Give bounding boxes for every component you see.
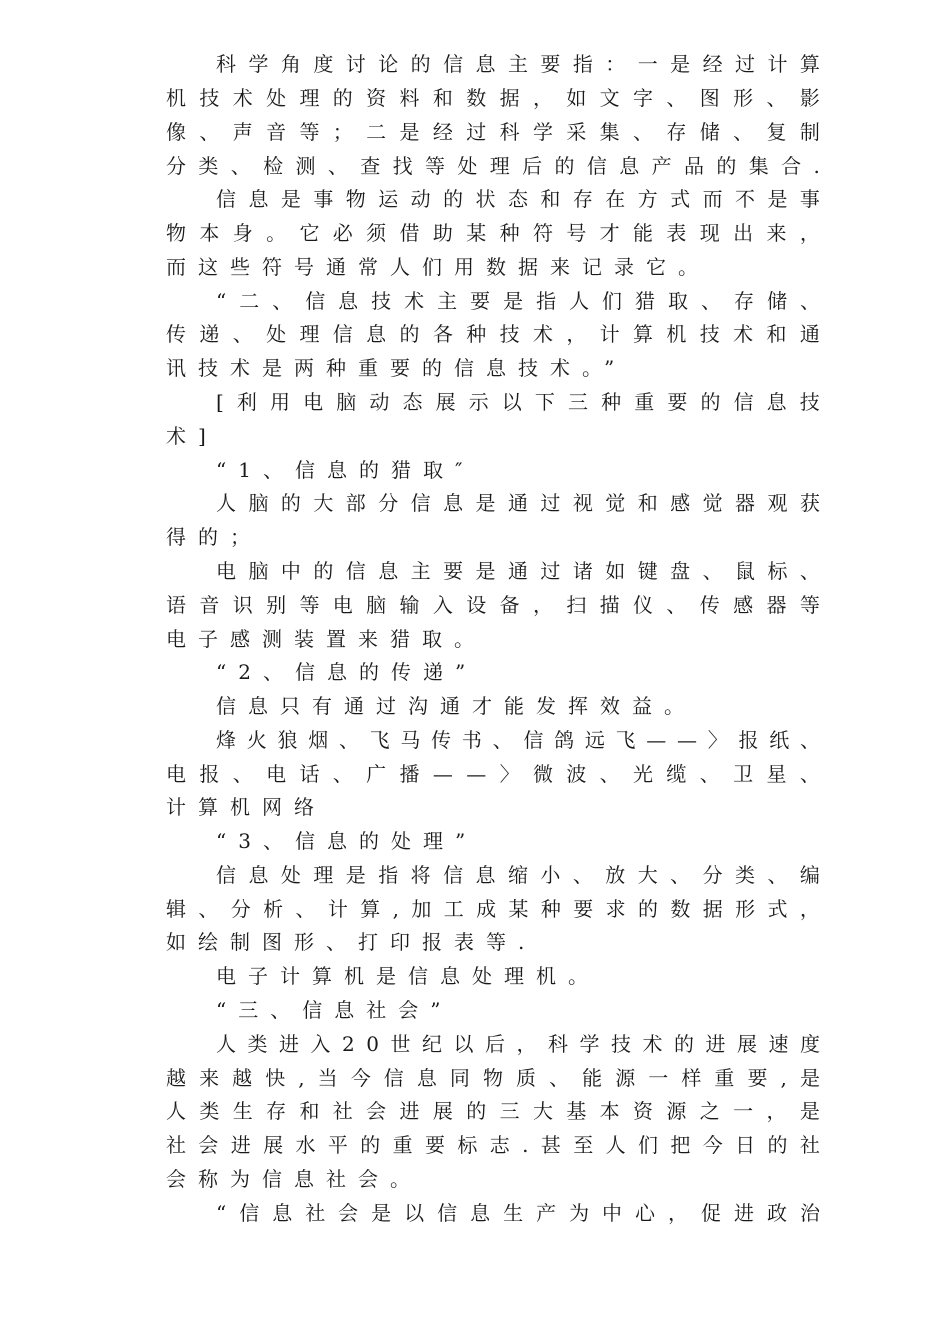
- text-line: 人 类 进 入 2 0 世 纪 以 后 ， 科 学 技 术 的 进 展 速 度: [216, 1032, 820, 1056]
- text-line: “2、信息的传递”: [216, 660, 478, 684]
- text-line: 信 息 是 事 物 运 动 的 状 态 和 存 在 方 式 而 不 是 事: [216, 187, 820, 211]
- text-line: 像 、 声 音 等 ； 二 是 经 过 科 学 采 集 、 存 储 、 复 制: [166, 120, 820, 144]
- text-line: 烽 火 狼 烟 、 飞 马 传 书 、 信 鸽 远 飞 — — 〉 报 纸 、: [216, 728, 820, 752]
- text-line: 科 学 角 度 讨 论 的 信 息 主 要 指 ： 一 是 经 过 计 算: [216, 52, 820, 76]
- text-line: 电 脑 中 的 信 息 主 要 是 通 过 诸 如 键 盘 、 鼠 标 、: [216, 559, 820, 583]
- text-line: 辑 、 分 析 、 计 算 , 加 工 成 某 种 要 求 的 数 据 形 式 ，: [166, 897, 820, 921]
- text-line: 传 递 、 处 理 信 息 的 各 种 技 术 ， 计 算 机 技 术 和 通: [166, 322, 820, 346]
- text-line: “ 信 息 社 会 是 以 信 息 生 产 为 中 心 ， 促 进 政 治: [216, 1201, 820, 1225]
- text-line: 会称为信息社会。: [166, 1167, 422, 1191]
- text-line: 物 本 身 。 它 必 须 借 助 某 种 符 号 才 能 表 现 出 来 ，: [166, 221, 820, 245]
- text-line: 术]: [166, 424, 218, 448]
- text-line: 电子计算机是信息处理机。: [216, 964, 600, 988]
- text-line: 电子感测装置来猎取。: [166, 627, 486, 651]
- text-line: 而这些符号通常人们用数据来记录它。: [166, 255, 710, 279]
- text-line: “3、信息的处理”: [216, 829, 478, 853]
- text-line: 人 脑 的 大 部 分 信 息 是 通 过 视 觉 和 感 觉 器 观 获: [216, 491, 820, 515]
- text-line: 信 息 处 理 是 指 将 信 息 缩 小 、 放 大 、 分 类 、 编: [216, 863, 820, 887]
- text-line: 社 会 进 展 水 平 的 重 要 标 志 . 甚 至 人 们 把 今 日 的 社: [166, 1133, 820, 1157]
- text-line: 电 报 、 电 话 、 广 播 — — 〉 微 波 、 光 缆 、 卫 星 、: [166, 762, 820, 786]
- text-line: 讯技术是两种重要的信息技术。”: [166, 356, 627, 380]
- text-line: 信息只有通过沟通才能发挥效益。: [216, 694, 696, 718]
- text-line: “1、信息的猎取″: [216, 458, 475, 482]
- text-line: “三、信息社会”: [216, 998, 453, 1022]
- text-line: 人 类 生 存 和 社 会 进 展 的 三 大 基 本 资 源 之 一 ， 是: [166, 1099, 820, 1123]
- text-line: 语 音 识 别 等 电 脑 输 入 设 备 ， 扫 描 仪 、 传 感 器 等: [166, 593, 820, 617]
- text-line: 如绘制图形、打印报表等.: [166, 930, 537, 954]
- text-line: 越 来 越 快 , 当 今 信 息 同 物 质 、 能 源 一 样 重 要 , 是: [166, 1066, 820, 1090]
- text-line: 分 类 、 检 测 、 查 找 等 处 理 后 的 信 息 产 品 的 集 合 .: [166, 154, 820, 178]
- text-line: [ 利 用 电 脑 动 态 展 示 以 下 三 种 重 要 的 信 息 技: [216, 390, 820, 414]
- text-line: 计算机网络: [166, 795, 326, 819]
- text-line: “ 二 、 信 息 技 术 主 要 是 指 人 们 猎 取 、 存 储 、: [216, 289, 820, 313]
- text-line: 机 技 术 处 理 的 资 料 和 数 据 ， 如 文 字 、 图 形 、 影: [166, 86, 820, 110]
- text-line: 得的；: [166, 525, 262, 549]
